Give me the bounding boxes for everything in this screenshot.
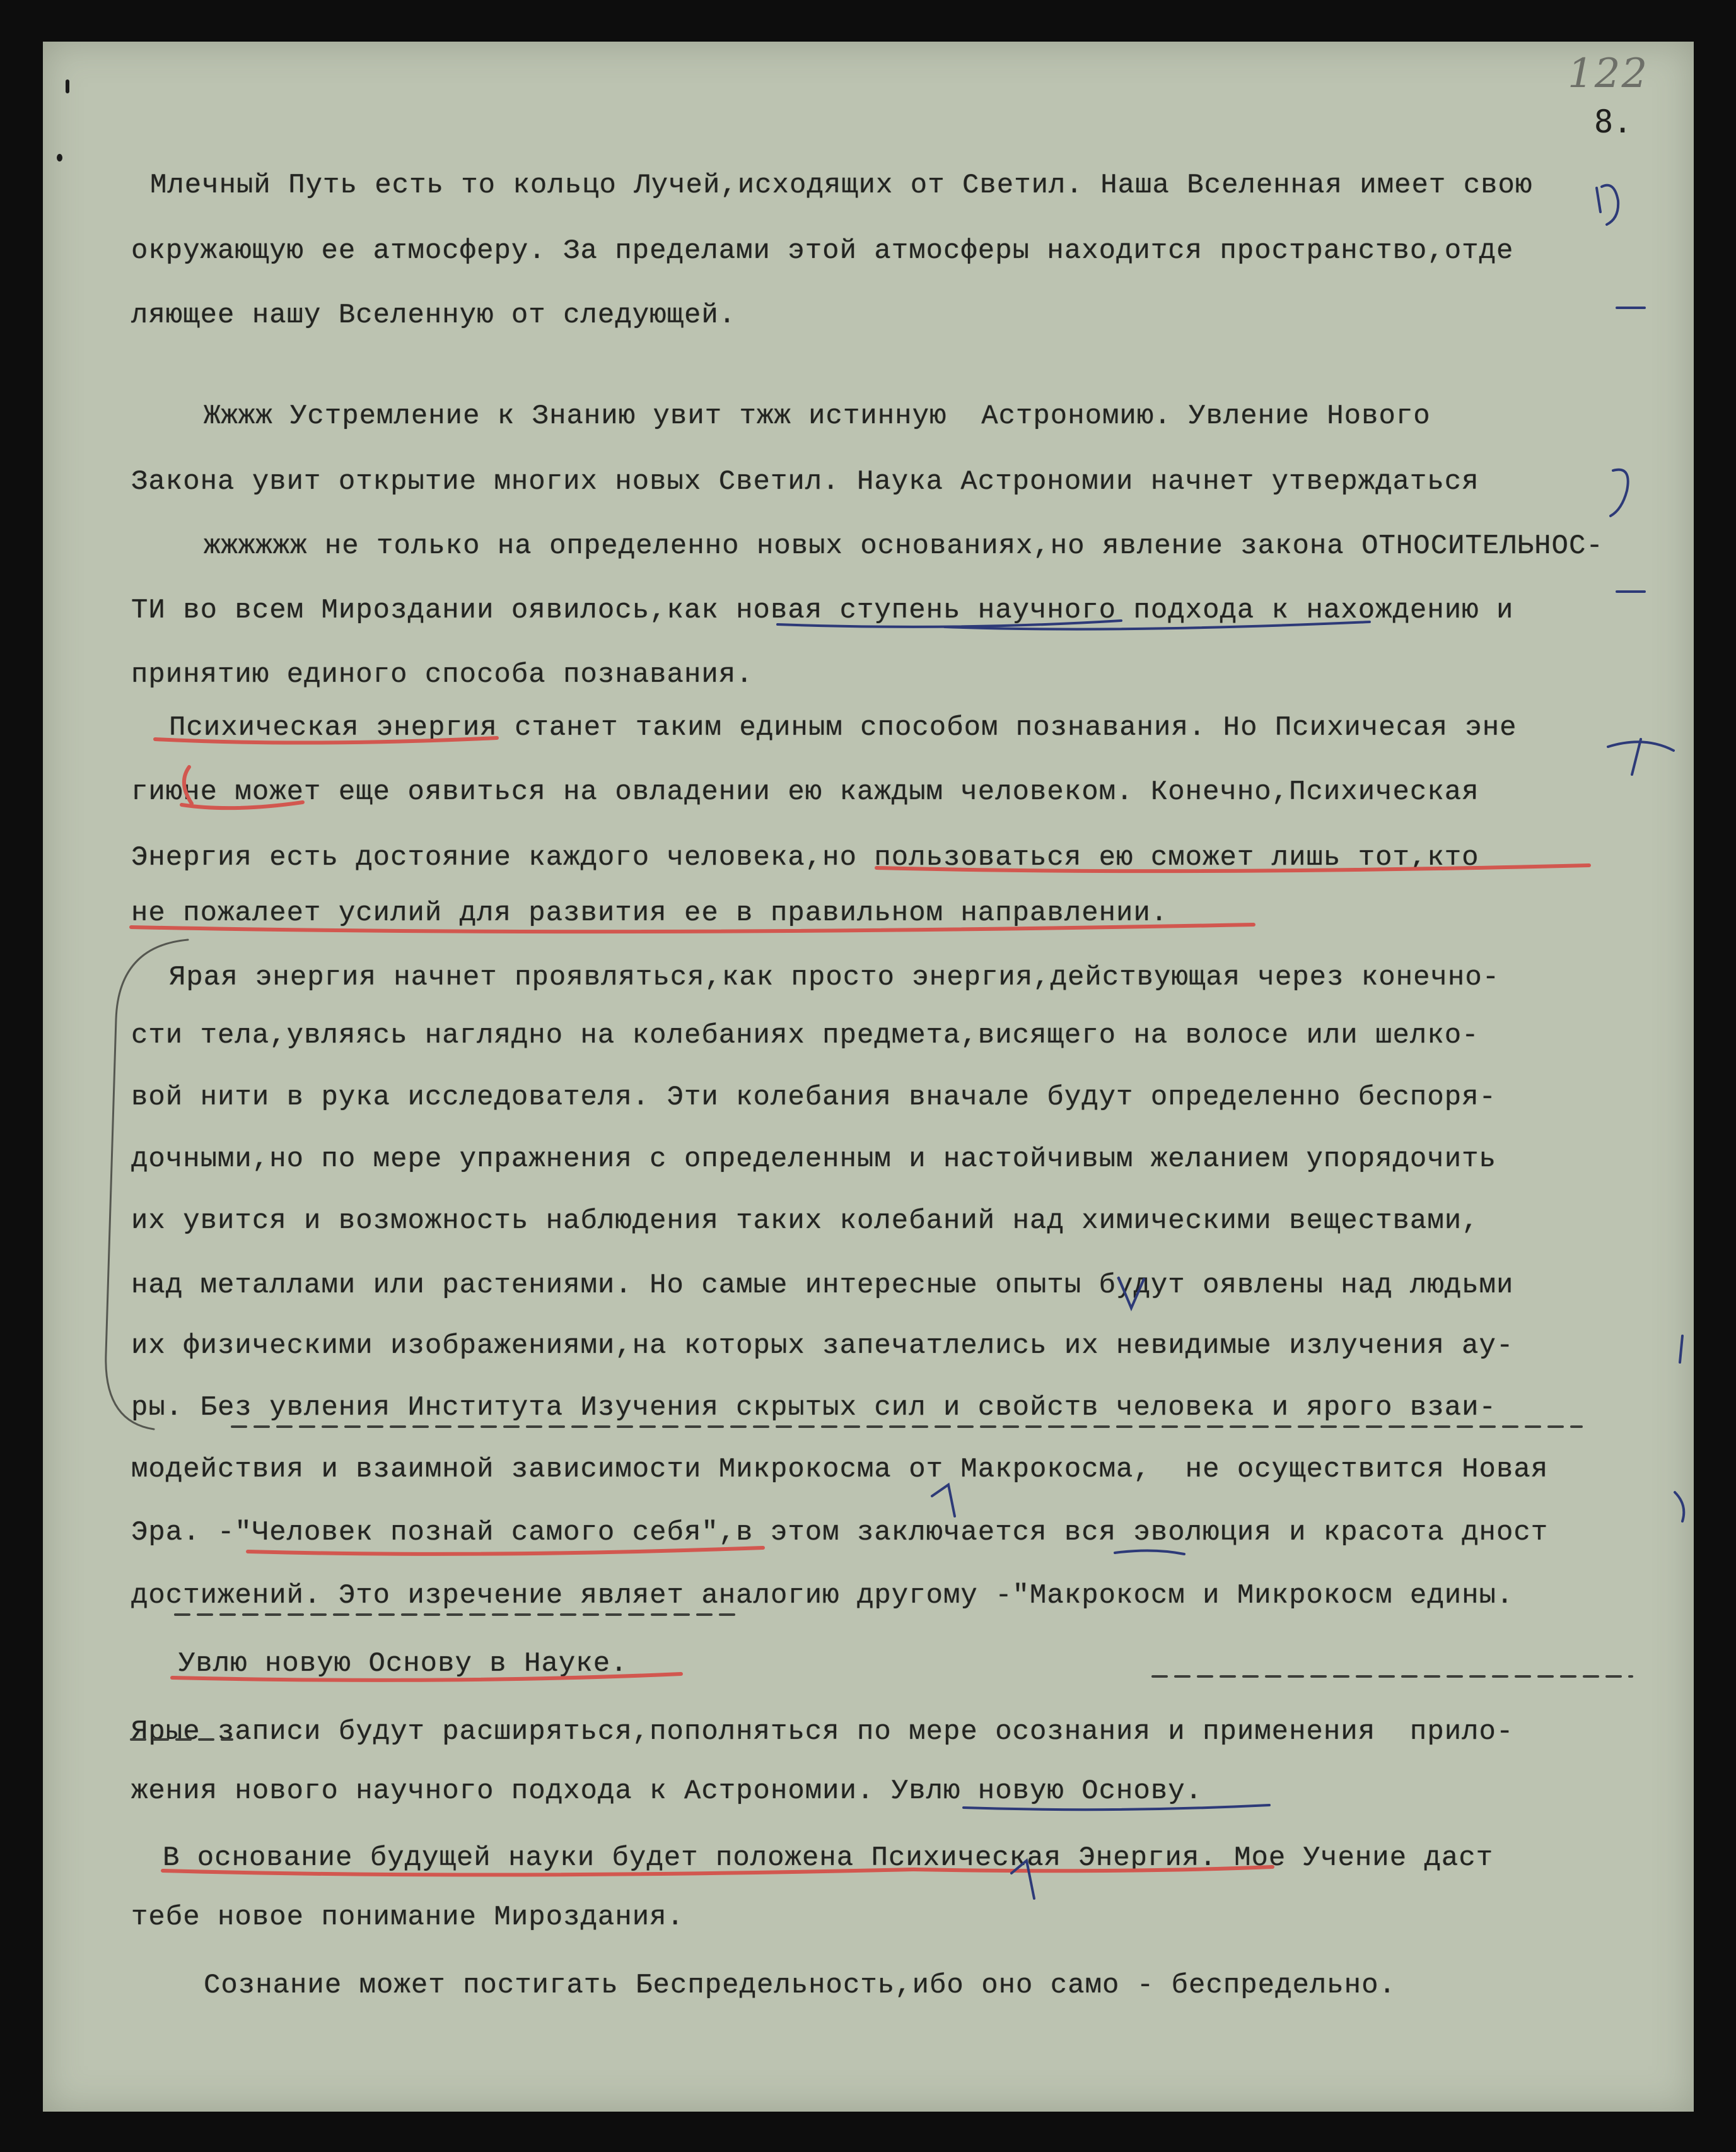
archive-page-number: 122	[1568, 50, 1649, 97]
text-line: Сознание может постигать Беспредельность,ибо оно само - беспредельно.	[204, 1970, 1396, 2001]
handwritten-annotations	[43, 42, 1694, 2112]
text-line: Жжжж Устремление к Знанию увит тжж истинную Астрономию. Увление Нового	[204, 401, 1431, 432]
red-bracket	[184, 767, 192, 804]
text-line: В основание будущей науки будет положена Психическая Энергия. Мое Учение даст	[163, 1842, 1494, 1874]
red-underline	[131, 925, 1254, 932]
blue-correction-ja	[1611, 470, 1628, 516]
text-line: окружающую ее атмосферу. За пределами этой атмосферы находится пространство,отде	[131, 235, 1514, 267]
text-line: модействия и взаимной зависимости Микрокосма от Макрокосма, не осуществится Новая	[131, 1454, 1549, 1485]
text-line: Ярая энергия начнет проявляться,как просто энергия,действующая через конечно-	[169, 962, 1500, 993]
text-line: ляющее нашу Вселенную от следующей.	[131, 300, 737, 331]
text-line: их физическими изображениями,на которых запечатлелись их невидимые излучения ау-	[131, 1330, 1514, 1362]
text-line: Психическая энергия станет таким единым способом познавания. Но Психичесая эне	[169, 712, 1517, 744]
text-line: их увится и возможность наблюдения таких колебаний над химическими веществами,	[131, 1205, 1479, 1237]
blue-correction-ya	[1011, 1861, 1034, 1898]
red-underline	[248, 1548, 763, 1554]
text-line: не пожалеет усилий для развития ее в правильном направлении.	[131, 898, 1168, 929]
text-line: тебе новое понимание Мироздания.	[131, 1902, 684, 1933]
text-line: ры. Без увления Института Изучения скрытых сил и свойств человека и ярого взаи-	[131, 1392, 1496, 1424]
blue-underline	[964, 1805, 1269, 1810]
red-underline	[182, 802, 303, 808]
text-line: Закона увит открытие многих новых Светил. Наука Астрономии начнет утверждаться	[131, 466, 1479, 498]
text-line: ТИ во всем Мироздании оявилось,как новая ступень научного подхода к нахождению и	[131, 595, 1514, 626]
blue-correction-ya	[932, 1485, 955, 1516]
pencil-bracket	[106, 940, 188, 1429]
text-line: Увлю новую Основу в Науке.	[178, 1648, 628, 1680]
text-line: принятию единого способа познавания.	[131, 659, 754, 691]
text-line: вой нити в рука исследователя. Эти колебания вначале будут определенно беспоря-	[131, 1082, 1496, 1113]
text-line: Энергия есть достояние каждого человека,но пользоваться ею сможет лишь тот,кто	[131, 842, 1479, 874]
blue-mark	[1632, 739, 1641, 775]
text-line: над металлами или растениями. Но самые интересные опыты будут оявлены над людьми	[131, 1270, 1514, 1301]
red-underline	[877, 865, 1589, 871]
red-underline	[172, 1674, 681, 1680]
text-line: сти тела,увляясь наглядно на колебаниях предмета,висящего на волосе или шелко-	[131, 1020, 1479, 1051]
text-line: достижений. Это изречение являет аналогию другому -"Макрокосм и Микрокосм едины.	[131, 1580, 1514, 1611]
blue-mark	[1680, 1336, 1682, 1362]
blue-underline	[1115, 1550, 1184, 1554]
blue-mark	[1675, 1492, 1684, 1521]
text-line: жжжжжж не только на определенно новых основаниях,но явление закона ОТНОСИТЕЛЬНОС-	[204, 530, 1604, 562]
document-page	[43, 42, 1694, 2112]
text-line: Ярые записи будут расширяться,пополняться по мере осознания и применения прило-	[131, 1716, 1514, 1748]
text-line: гиюне может еще оявиться на овладении ею каждым человеком. Конечно,Психическая	[131, 776, 1479, 808]
blue-correction-d	[1119, 1278, 1144, 1308]
text-line: жения нового научного подхода к Астрономии. Увлю новую Основу.	[131, 1775, 1203, 1807]
red-underline	[913, 1867, 1273, 1871]
blue-correction-ju	[1597, 185, 1618, 225]
red-underline	[155, 738, 497, 743]
text-line: Млечный Путь есть то кольцо Лучей,исходящих от Светил. Наша Вселенная имеет свою	[150, 170, 1533, 201]
text-line: дочными,но по мере упражнения с определенным и настойчивым желанием упорядочить	[131, 1143, 1496, 1175]
red-underline	[163, 1869, 913, 1875]
page-number: 8.	[1594, 103, 1633, 140]
text-line: Эра. -"Человек познай самого себя",в этом заключается вся эволюция и красота дност	[131, 1517, 1549, 1548]
